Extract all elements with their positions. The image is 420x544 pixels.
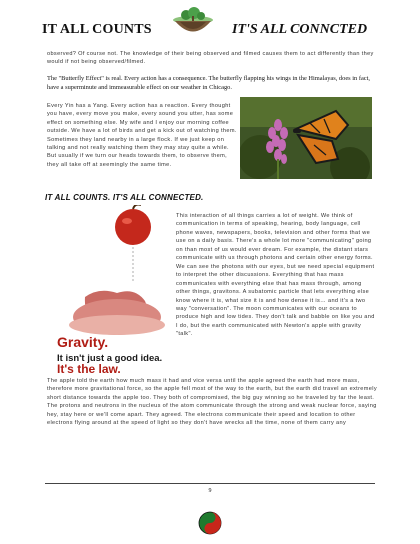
- header-left-title: IT ALL COUNTS: [42, 22, 152, 37]
- floating-island-icon: [170, 6, 216, 42]
- paragraph-apple-earth: The apple told the earth how much mass it had and vice versa until the apple agreed the earth had more mass, therefore more gravitational force, so the apple fell most of the way to the earth, but the earth did travel an extremely short distance towards the apple too. They both of compromised, the big guy winning so he traveled by far the least. The protons and neutrons in the nucleus of the atom communicate through the strong and weak nuclear force, saying hey, stay here or we'll come apart. They agreed. The electrons communicate their speed and location to other electrons flying around at the speed of light so they don't have wrecks all the time, none of them carry any: [47, 378, 377, 427]
- page-number: 9: [208, 488, 212, 494]
- yin-yang-icon: [198, 511, 222, 535]
- gravity-tagline: It isn't just a good idea.: [57, 353, 163, 364]
- gravity-word: Gravity.: [57, 334, 109, 350]
- paragraph-observed: observed? Of course not. The knowledge of their being observed and filmed causes them to act differently than they would if not being observed/filmed.: [47, 51, 374, 66]
- apple-gravity-illustration: [47, 205, 167, 375]
- gravity-law: It's the law.: [57, 362, 121, 375]
- paragraph-butterfly-effect: The "Butterfly Effect" is real. Every action has a consequence. The butterfly flapping his wings in the Himalayas, does in fact, have a superminute and immeasurable effect on our weather in Chicago.: [47, 75, 370, 91]
- footer-rule: [45, 483, 375, 484]
- butterfly-photo: [240, 97, 372, 179]
- caption-it-all-counts: IT ALL COUNTS. IT'S ALL CONNECTED.: [45, 193, 204, 202]
- header-right-title: IT'S ALL CONNCTED: [232, 22, 368, 37]
- paragraph-yin-yang: Every Yin has a Yang. Every action has a reaction. Every thought you have, every move you make, every sound you utter, has some effect on something else. My wife and I enjoy our morning coffee outside. We have a lot of birds and get a kick out of watching them. Sometimes they land nearby in a large flock. If we just keep on talking and not really watching them they may stay quite a while. But usually if we turn our heads towards them, to observe them, they all take off at seemingly the same time.: [47, 103, 237, 168]
- paragraph-communication: This interaction of all things carries a lot of weight. We think of communication in terms of speaking, hearing, body language, cell phone waves, newspapers, books, television and other forms that we use on a daily basis. There's a whole lot more "communicating" going on than most of us would ever dream. For example, the distant stars communicate with us through photons and certain other energy forms. We can see the photons with our eyes, but we need special equipment to interpret the other discussions. Everything that has mass communicates with everything else that has mass through, among other things, gravitons. A subatomic particle that lets everything else know where it is, what size it is and how dense it is… and it's a two way "conversation". The moon communicates with our oceans to produce high and low tides. They don't talk and babble on like you and I do, but the earth communicated with Newton's apple with gravity "talk".: [176, 213, 375, 338]
- page-header: [0, 0, 420, 48]
